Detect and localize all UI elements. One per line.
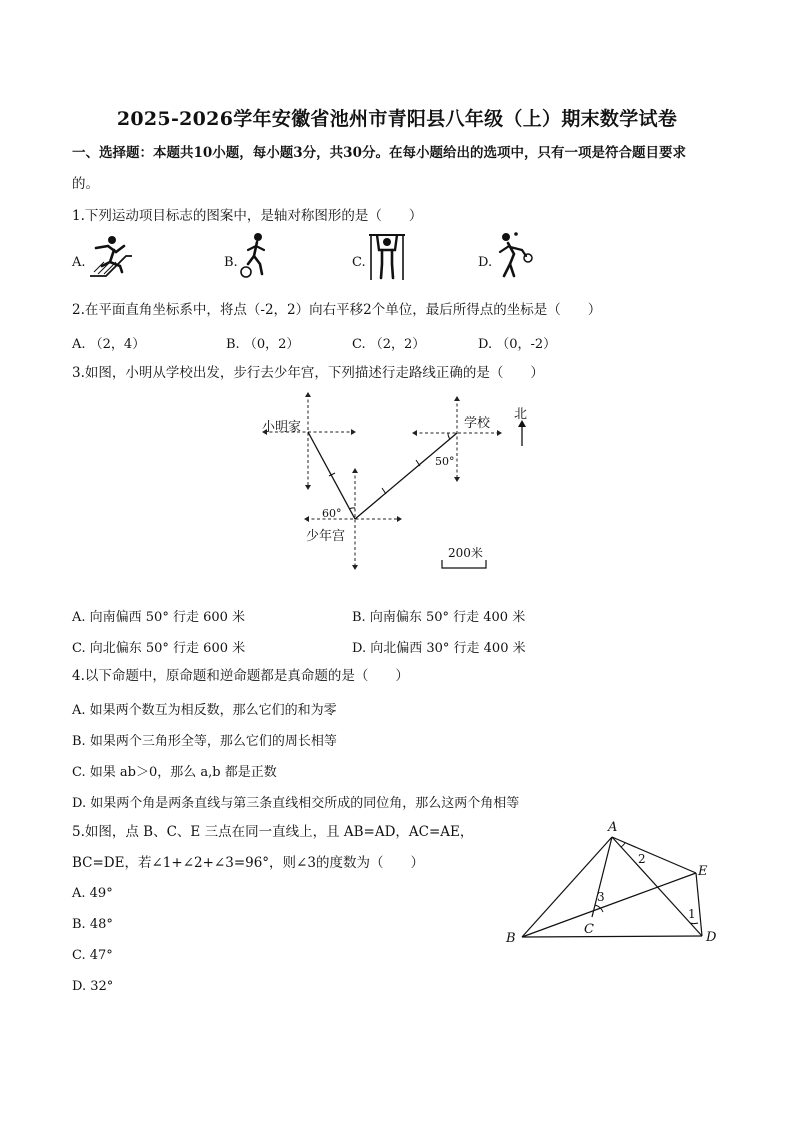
runner-icon: [86, 232, 136, 278]
q4-stem: 4.以下命题中，原命题和逆命题都是真命题的是（ ）: [72, 668, 409, 684]
q5-stem-line2: BC=DE，若∠1+∠2+∠3=96°，则∠3的度数为（ ）: [72, 855, 424, 871]
scale-label: 200米: [448, 546, 483, 560]
section-heading: 一、选择题：本题共10小题，每小题3分，共30分。在每小题给出的选项中，只有一项是符合题目要求: [72, 145, 686, 161]
q4-option-d: D. 如果两个角是两条直线与第三条直线相交所成的同位角，那么这两个角相等: [72, 796, 520, 811]
q3-option-a: A. 向南偏西 50° 行走 600 米: [72, 610, 246, 625]
angle-3-label: 3: [597, 890, 605, 904]
q3-route-figure: [250, 388, 550, 578]
q3-stem: 3.如图，小明从学校出发，步行去少年宫，下列描述行走路线正确的是（ ）: [72, 365, 544, 381]
soccer-icon: [238, 230, 274, 280]
school-label: 学校: [464, 416, 491, 431]
q1-option-b-label: B.: [224, 255, 238, 270]
point-b-label: B: [506, 931, 516, 946]
pullup-icon: [367, 232, 407, 282]
q3-option-b: B. 向南偏东 50° 行走 400 米: [352, 610, 526, 625]
q4-option-b: B. 如果两个三角形全等，那么它们的周长相等: [72, 734, 337, 749]
angle-1-label: 1: [688, 907, 696, 921]
q1-option-c-label: C.: [352, 255, 366, 270]
point-a-label: A: [608, 820, 618, 835]
q5-option-d: D. 32°: [72, 979, 114, 994]
pingpong-icon: [492, 230, 536, 280]
page-title: 2025-2026学年安徽省池州市青阳县八年级（上）期末数学试卷: [116, 108, 678, 130]
palace-label: 少年宫: [306, 529, 346, 544]
q3-option-c: C. 向北偏东 50° 行走 600 米: [72, 641, 246, 656]
q1-option-a-label: A.: [72, 255, 86, 270]
section-heading-cont: 的。: [72, 176, 99, 192]
point-c-label: C: [584, 922, 594, 937]
q5-option-c: C. 47°: [72, 948, 113, 963]
q5-stem-line1: 5.如图，点 B、C、E 三点在同一直线上，且 AB=AD，AC=AE，: [72, 824, 474, 840]
q2-option-d: D. （0，-2）: [478, 337, 557, 352]
q2-option-b: B. （0，2）: [226, 337, 300, 352]
q2-stem: 2.在平面直角坐标系中，将点（-2，2）向右平移2个单位，最后所得点的坐标是（ ）: [72, 302, 602, 318]
home-label: 小明家: [262, 420, 302, 435]
q3-option-d: D. 向北偏西 30° 行走 400 米: [352, 641, 526, 656]
q4-option-c: C. 如果 ab＞0，那么 a,b 都是正数: [72, 765, 277, 780]
angle-60-label: 60°: [322, 507, 342, 520]
q5-option-a: A. 49°: [72, 886, 113, 901]
q5-option-b: B. 48°: [72, 917, 113, 932]
q2-option-c: C. （2，2）: [352, 337, 426, 352]
q1-option-d-label: D.: [478, 255, 493, 270]
angle-2-label: 2: [638, 852, 646, 866]
angle-50-label: 50°: [435, 455, 455, 468]
point-d-label: D: [706, 930, 717, 945]
q2-option-a: A. （2，4）: [72, 337, 146, 352]
q1-stem: 1.下列运动项目标志的图案中，是轴对称图形的是（ ）: [72, 208, 423, 224]
q4-option-a: A. 如果两个数互为相反数，那么它们的和为零: [72, 703, 337, 718]
q5-triangle-figure: [500, 815, 735, 950]
point-e-label: E: [698, 864, 708, 879]
north-label: 北: [514, 407, 528, 422]
